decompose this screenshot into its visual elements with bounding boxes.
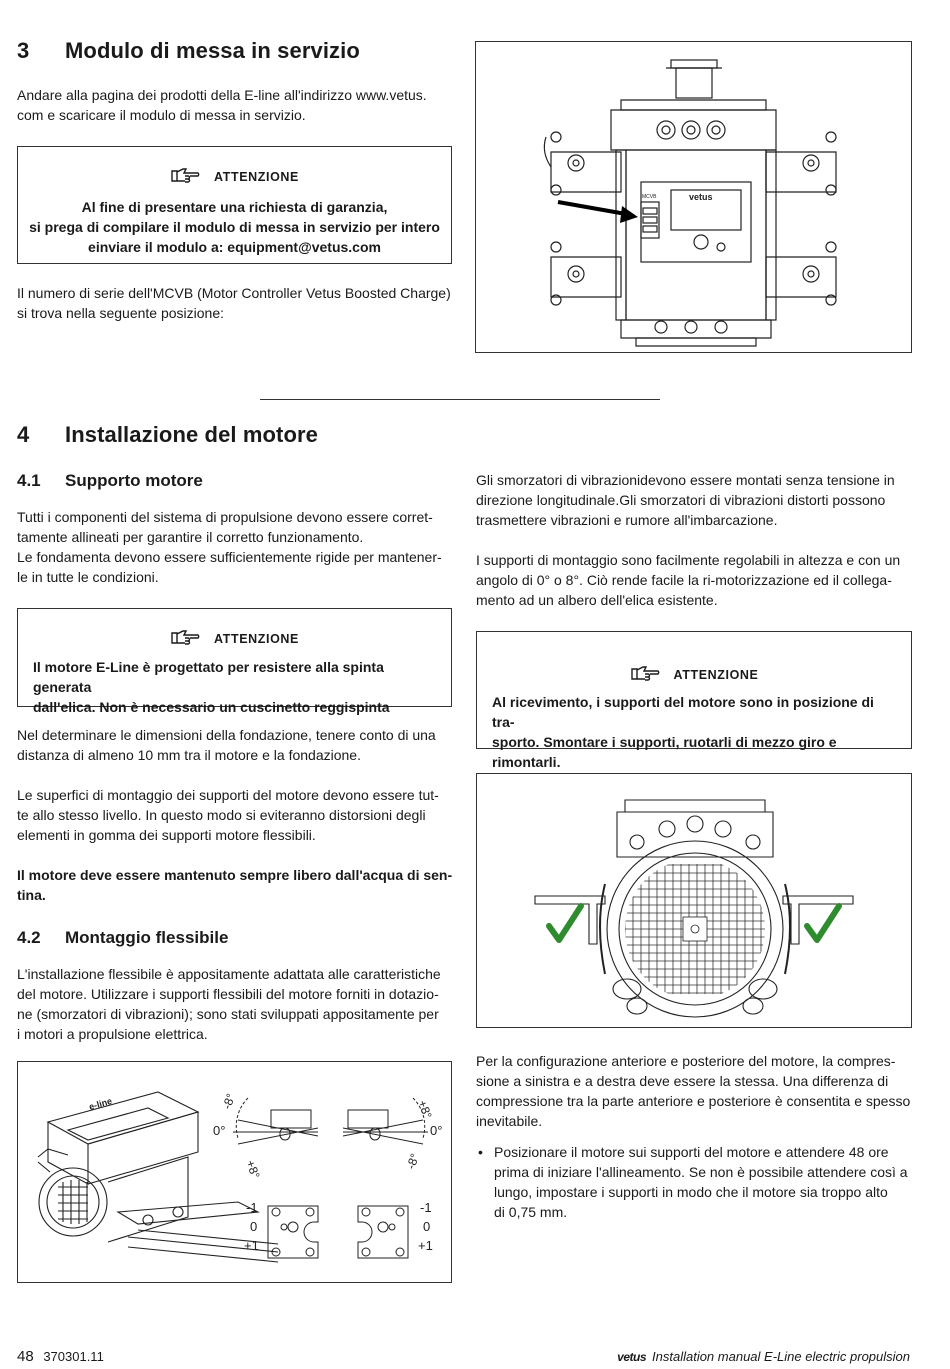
attention-heading <box>18 167 451 188</box>
s41-p1-line-4: le in tutte le condizioni. <box>17 569 159 585</box>
intro-line-2: com e scaricare il modulo di messa in servizio. <box>17 107 306 123</box>
serial-line-1: Il numero di serie dell'MCVB (Motor Controller Vetus Boosted Charge) <box>17 285 451 301</box>
section-3-title: Modulo di messa in servizio <box>65 38 360 63</box>
left-level-zero: 0 <box>250 1219 258 1234</box>
section-4-2-paragraph <box>17 964 457 1044</box>
footer-left <box>17 1348 104 1365</box>
left-level-minus: -1 <box>246 1200 258 1215</box>
attention-label: ATTENZIONE <box>673 667 759 682</box>
bullet-text <box>494 1142 912 1222</box>
note-line-1: Il motore E-Line è progettato per resistere alla spinta generata <box>33 659 384 695</box>
mount-adjustment-drawing <box>18 1062 451 1282</box>
angle-right-top: +8° <box>415 1098 435 1121</box>
angle-left-top: -8° <box>219 1091 239 1112</box>
r-p3-line-4: inevitabile. <box>476 1113 543 1129</box>
r-p2-line-3: mento ad un albero dell'elica esistente. <box>476 592 718 608</box>
pointing-hand-icon <box>170 629 202 650</box>
s41-p1-line-1: Tutti i componenti del sistema di propulsione devono essere corret- <box>17 509 433 525</box>
r-p2-line-2: angolo di 0° o 8°. Ciò rende facile la ri-motorizzazione ed il collega- <box>476 572 892 588</box>
s42-line-4: i motori a propulsione elettrica. <box>17 1026 208 1042</box>
document-code: 370301.11 <box>43 1349 104 1364</box>
bullet-line-2: prima di iniziare l'allineamento. Se non è possibile attendere così a <box>494 1164 908 1180</box>
section-4-1-paragraph-3 <box>17 785 457 845</box>
serial-number-text <box>17 283 457 323</box>
section-4-1-heading <box>17 471 203 491</box>
section-4-1-paragraph-2 <box>17 725 457 765</box>
s42-line-1: L'installazione flessibile è appositamente adattata alle caratteristiche <box>17 966 441 982</box>
mcvb-label: MCVB <box>642 194 657 200</box>
s41-p1-line-3: Le fondamenta devono essere sufficientemente rigide per mantener- <box>17 549 442 565</box>
attention-label: ATTENZIONE <box>214 169 299 184</box>
right-paragraph-2 <box>476 550 912 610</box>
check-right-icon <box>807 906 839 940</box>
right-angle-diagram <box>343 1098 428 1144</box>
bullet-line-4: di 0,75 mm. <box>494 1204 568 1220</box>
right-level-minus: -1 <box>420 1200 432 1215</box>
warranty-note-text <box>18 197 451 257</box>
right-level-plate <box>358 1206 408 1258</box>
r-p1-line-1: Gli smorzatori di vibrazionidevono essere montati senza tensione in <box>476 472 895 488</box>
angle-left-mid: 0° <box>213 1123 226 1138</box>
section-4-2-title: Montaggio flessibile <box>65 928 229 947</box>
section-3-heading <box>17 38 360 64</box>
motor-isometric-sketch <box>38 1092 278 1262</box>
note-line-2: sporto. Smontare i supporti, ruotarli di mezzo giro e rimontarli. <box>492 734 837 770</box>
s41-p2-line-1: Nel determinare le dimensioni della fondazione, tenere conto di una <box>17 727 436 743</box>
r-p2-line-1: I supporti di montaggio sono facilmente regolabili in altezza e con un <box>476 552 901 568</box>
section-4-heading <box>17 422 318 448</box>
note-line-3: einviare il modulo a: equipment@vetus.com <box>88 239 381 255</box>
section-4-2-number: 4.2 <box>17 928 41 947</box>
vetus-board-label: vetus <box>689 192 713 202</box>
section-4-1-number: 4.1 <box>17 471 41 490</box>
r-p1-line-3: trasmettere vibrazioni e rumore all'imbarcazione. <box>476 512 778 528</box>
intro-line-1: Andare alla pagina dei prodotti della E-line all'indirizzo www.vetus. <box>17 87 427 103</box>
footer-right <box>617 1349 910 1364</box>
mcvb-location-figure <box>475 41 912 353</box>
section-4-1-bilge-warning <box>17 865 457 905</box>
r-p3-line-2: sione a sinistra e a destra deve essere la stessa. Una differenza di <box>476 1073 889 1089</box>
pointing-hand-icon <box>630 665 662 686</box>
s41-p2-line-2: distanza di almeno 10 mm tra il motore e la fondazione. <box>17 747 361 763</box>
check-left-icon <box>549 906 581 940</box>
manual-title: Installation manual E-Line electric propulsion <box>652 1349 910 1364</box>
right-level-plus: +1 <box>418 1238 433 1253</box>
s41-p1-line-2: tamente allineati per garantire il corretto funzionamento. <box>17 529 364 545</box>
section-4-1-title: Supporto motore <box>65 471 203 490</box>
s42-line-3: ne (smorzatori di vibrazioni); sono stati sviluppati appositamente per <box>17 1006 439 1022</box>
note-line-2: dall'elica. Non è necessario un cuscinetto reggispinta <box>33 699 390 715</box>
r-p1-line-2: direzione longitudinale.Gli smorzatori di vibrazioni distorti possono <box>476 492 886 508</box>
r-p3-line-3: compressione tra la parte anteriore e posteriore è consentita e spesso <box>476 1093 911 1109</box>
motor-front-view-figure <box>476 773 912 1028</box>
serial-line-2: si trova nella seguente posizione: <box>17 305 225 321</box>
page-number: 48 <box>17 1348 34 1365</box>
attention-heading <box>18 629 451 650</box>
left-level-plus: +1 <box>244 1238 259 1253</box>
mount-adjustment-figure <box>17 1061 452 1283</box>
angle-right-mid: 0° <box>430 1123 443 1138</box>
s41-p3-line-3: elementi in gomma dei supporti motore flessibili. <box>17 827 316 843</box>
s41-p4-line-2: tina. <box>17 887 46 903</box>
alignment-bullet <box>476 1142 912 1222</box>
section-3-intro <box>17 85 457 125</box>
section-divider <box>260 399 660 400</box>
right-paragraph-3 <box>476 1051 912 1131</box>
bullet-dot: • <box>478 1144 483 1160</box>
section-3-number: 3 <box>17 38 30 63</box>
transport-attention-box <box>476 631 912 770</box>
left-angle-diagram <box>233 1098 318 1144</box>
transport-note-text <box>492 692 899 772</box>
note-line-1: Al ricevimento, i supporti del motore sono in posizione di tra- <box>492 694 874 730</box>
section-4-1-paragraph-1 <box>17 507 457 587</box>
attention-heading <box>477 665 911 686</box>
s41-p3-line-2: te allo stesso livello. In questo modo si eviteranno distorsioni degli <box>17 807 426 823</box>
fan-grille <box>617 864 773 994</box>
note-line-1: Al fine di presentare una richiesta di garanzia, <box>81 199 388 215</box>
section-4-2-heading <box>17 928 228 948</box>
eline-motor-label: e-line <box>87 1095 114 1112</box>
right-paragraph-1 <box>476 470 912 530</box>
thrust-note-text <box>33 657 441 717</box>
s42-line-2: del motore. Utilizzare i supporti flessibili del motore forniti in dotazio- <box>17 986 439 1002</box>
s41-p4-line-1: Il motore deve essere mantenuto sempre libero dall'acqua di sen- <box>17 867 453 883</box>
warranty-attention-box <box>17 146 452 264</box>
motor-controller-drawing <box>476 42 911 352</box>
section-4-number: 4 <box>17 422 30 447</box>
motor-front-drawing <box>477 774 911 1027</box>
angle-left-bot: +8° <box>243 1158 263 1181</box>
left-level-plate <box>268 1206 318 1258</box>
thrust-attention-box <box>17 608 452 715</box>
section-4-title: Installazione del motore <box>65 422 319 447</box>
r-p3-line-1: Per la configurazione anteriore e posteriore del motore, la compres- <box>476 1053 896 1069</box>
brand-logo: vetus <box>617 1350 647 1364</box>
pointing-hand-icon <box>170 167 202 188</box>
note-line-2: si prega di compilare il modulo di messa in servizio per intero <box>29 219 440 235</box>
attention-label: ATTENZIONE <box>214 631 299 646</box>
right-level-zero: 0 <box>423 1219 431 1234</box>
angle-right-bot: -8° <box>403 1151 423 1172</box>
bullet-line-3: lungo, impostare i supporti in modo che il motore sia troppo alto <box>494 1184 888 1200</box>
bullet-line-1: Posizionare il motore sui supporti del motore e attendere 48 ore <box>494 1144 889 1160</box>
s41-p3-line-1: Le superfici di montaggio dei supporti del motore devono essere tut- <box>17 787 439 803</box>
